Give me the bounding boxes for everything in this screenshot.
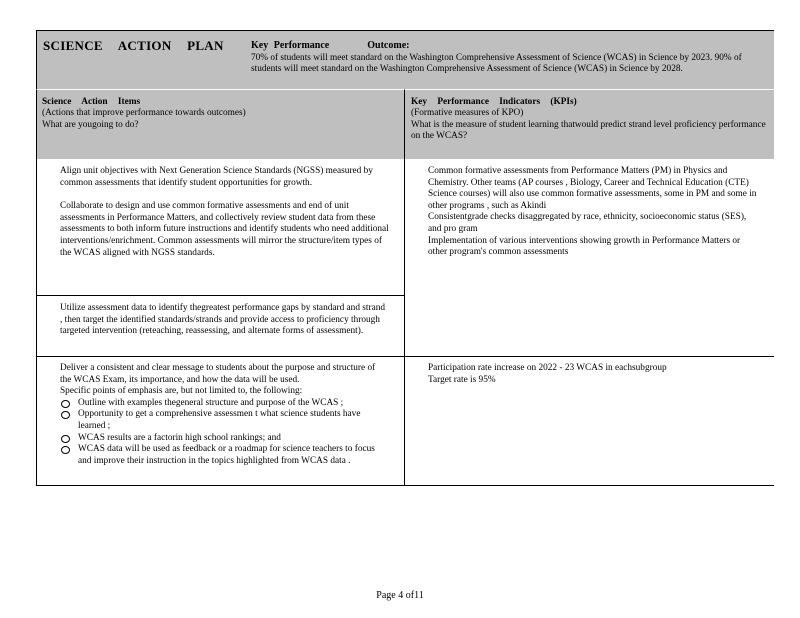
sub-list-item: WCAS data will be used as feedback or a roadmap for science teachers to focus and improve their instruction in the topics highlighted from WCAS data . [37, 444, 388, 467]
circle-bullet-icon [61, 400, 70, 408]
section-1-row [36, 159, 774, 357]
list-item: Consistentgrade checks disaggregated by race, ethnicity, socioeconomic status (SES), and pro gram [428, 212, 747, 234]
kpo-label-left: Key Performance [251, 40, 330, 51]
list-item: Collaborate to design and use common formative assessments and end of unit assessments in Performance Matters, and collectively review student data from these assessments to both inform future instructions and identify students who need additional interventions/enrichment. Common assessments will mirror the structure/item types of the WCAS aligned with NGSS standards. [60, 201, 389, 258]
left-column-question: What are yougoing to do? [42, 119, 139, 130]
section-1-left [36, 159, 404, 356]
section-1-left-a [37, 159, 404, 296]
section-2-row [36, 357, 774, 486]
list-item: Common formative assessments from Performance Matters (PM) in Physics and Chemistry. Other teams (AP courses , Biology, Career and Technical Education (CTE) Science courses) will also use common formative assessments, some in PM and some in other programs , such as Akindi [428, 166, 757, 211]
sub-list-item: WCAS results are a factorin high school rankings; and [37, 433, 388, 445]
section-1-left-b [37, 296, 404, 356]
list-item: Deliver a consistent and clear message to students about the purpose and structure of the WCAS Exam, its importance, and how the data will be used. [60, 363, 376, 385]
list-item: Participation rate increase on 2022 - 23 WCAS in eachsubgroup [428, 363, 667, 373]
section-1-right [404, 159, 774, 356]
page-title: SCIENCE ACTION PLAN [43, 38, 224, 53]
list-item: Align unit objectives with Next Generation Science Standards (NGSS) measured by common assessments that identify student opportunities for growth. [60, 166, 373, 188]
right-column-header [404, 89, 774, 159]
circle-bullet-icon [61, 446, 70, 454]
kpo-label [251, 40, 409, 51]
list-item: Specific points of emphasis are, but not limited to, the following: [60, 386, 303, 397]
list-item: Target rate is 95% [428, 374, 496, 385]
column-headers [36, 89, 774, 159]
left-column-header [36, 89, 404, 159]
right-column-question: What is the measure of student learning thatwould predict strand level proficiency performance on the WCAS? [411, 119, 766, 141]
page-number: Page 4 of11 [376, 590, 424, 601]
left-column-title: Science Action Items [42, 97, 141, 107]
action-plan-table [36, 30, 774, 486]
kpo-text: 70% of students will meet standard on the Washington Comprehensive Assessment of Science (WCAS) in Science by 2023. 90% of students will meet standard on the Washington Comprehensive Assessment of Science (WCAS) in Science by 2028. [251, 53, 742, 75]
circle-bullet-icon [61, 411, 70, 419]
circle-bullet-icon [61, 435, 70, 443]
section-2-left [36, 357, 404, 485]
left-column-subtitle: (Actions that improve performance towards outcomes) [42, 108, 246, 119]
table-header [36, 30, 774, 89]
right-column-title: Key Performance Indicators (KPIs) [411, 97, 577, 107]
sub-list-item: Opportunity to get a comprehensive assessmen t what science students have learned ; [37, 409, 388, 432]
kpo-label-right: Outcome: [367, 40, 410, 51]
list-item: Implementation of various interventions showing growth in Performance Matters or other program's common assessments [428, 235, 741, 258]
section-2-right [404, 357, 774, 485]
right-column-subtitle: (Formative measures of KPO) [411, 108, 524, 119]
list-item: Utilize assessment data to identify thegreatest performance gaps by standard and strand , then target the identified standards/strands and provide access to proficiency through targeted intervention (reteaching, reassessing, and alternate forms of assessment). [60, 303, 386, 337]
sub-list-item: Outline with examples thegeneral structure and purpose of the WCAS ; [37, 398, 388, 410]
